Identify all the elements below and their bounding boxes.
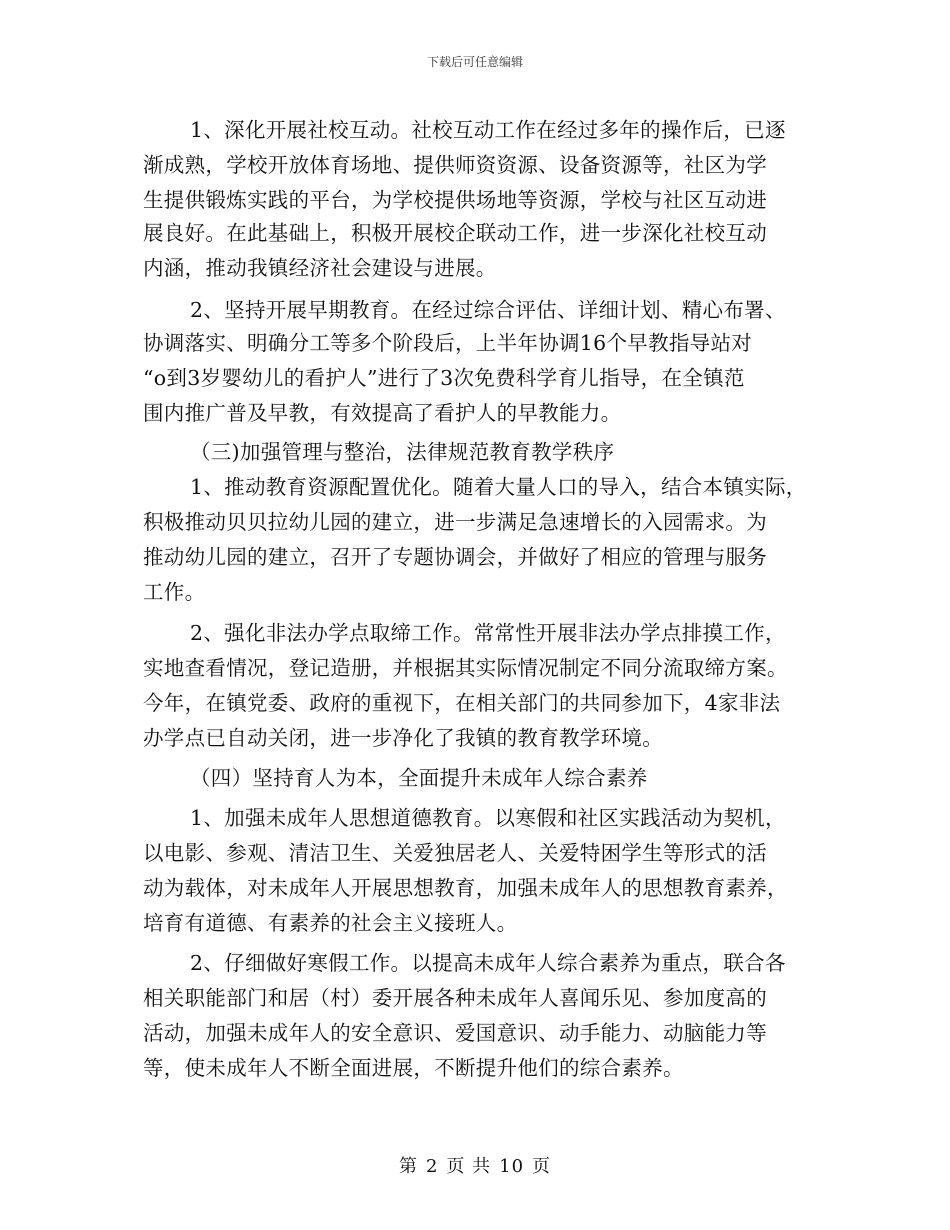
page-footer bbox=[0, 1152, 950, 1178]
text-line: 实地查看情况，登记造册，并根据其实际情况制定不同分流取缔方案。 bbox=[143, 656, 788, 680]
text-line: 围内推广普及早教，有效提高了看护人的早教能力。 bbox=[143, 401, 622, 425]
text-line: 推动幼儿园的建立，召开了专题协调会，并做好了相应的管理与服务 bbox=[143, 545, 767, 569]
text-line: 2、坚持开展早期教育。在经过综合评估、详细计划、精心布署、 bbox=[190, 298, 786, 322]
text-line: 相关职能部门和居（村）委开展各种未成年人喜闻乐见、参加度高的 bbox=[143, 986, 767, 1010]
text-line: 2、仔细做好寒假工作。以提高未成年人综合素养为重点，联合各 bbox=[190, 951, 786, 975]
text-line: （三)加强管理与整治，法律规范教育教学秩序 bbox=[190, 440, 615, 464]
text-line: 1、推动教育资源配置优化。随着大量人口的导入，结合本镇实际， bbox=[190, 475, 807, 499]
text-line: 培育有道德、有素养的社会主义接班人。 bbox=[143, 911, 518, 935]
page-total: 10 bbox=[499, 1156, 525, 1177]
text-line: “o到3岁婴幼儿的看护人”进行了3次免费科学育儿指导，在全镇范 bbox=[143, 366, 745, 390]
text-line: 等，使未成年人不断全面进展，不断提升他们的综合素养。 bbox=[143, 1056, 684, 1080]
text-line: 以电影、参观、清洁卫生、关爱独居老人、关爱特困学生等形式的活 bbox=[143, 841, 767, 865]
text-line: 1、深化开展社校互动。社校互动工作在经过多年的操作后，已逐 bbox=[190, 118, 786, 142]
text-line: 协调落实、明确分工等多个阶段后，上半年协调16个早教指导站对 bbox=[143, 331, 753, 355]
page-number: 2 bbox=[425, 1156, 439, 1177]
text-line: 生提供锻炼实践的平台，为学校提供场地等资源，学校与社区互动进 bbox=[143, 188, 767, 212]
text-line: 渐成熟，学校开放体育场地、提供师资资源、设备资源等，社区为学 bbox=[143, 153, 767, 177]
footer-middle: 页 共 bbox=[446, 1156, 492, 1177]
text-line: 办学点已自动关闭，进一步净化了我镇的教育教学环境。 bbox=[143, 726, 663, 750]
text-line: 工作。 bbox=[143, 580, 206, 604]
text-line: 动为载体，对未成年人开展思想教育，加强未成年人的思想教育素养， bbox=[143, 876, 788, 900]
text-line: 今年，在镇党委、政府的重视下，在相关部门的共同参加下，4家非法 bbox=[143, 691, 781, 715]
text-line: 积极推动贝贝拉幼儿园的建立，进一步满足急速增长的入园需求。为 bbox=[143, 510, 767, 534]
text-line: 活动，加强未成年人的安全意识、爱国意识、动手能力、动脑能力等 bbox=[143, 1021, 767, 1045]
text-line: 1、加强未成年人思想道德教育。以寒假和社区实践活动为契机， bbox=[190, 806, 786, 830]
footer-suffix: 页 bbox=[532, 1156, 552, 1177]
page-header: 下载后可任意编辑 bbox=[426, 55, 523, 69]
footer-prefix: 第 bbox=[398, 1156, 418, 1177]
text-line: 2、强化非法办学点取缔工作。常常性开展非法办学点排摸工作， bbox=[190, 621, 786, 645]
text-line: （四）坚持育人为本，全面提升未成年人综合素养 bbox=[190, 766, 648, 790]
text-line: 展良好。在此基础上，积极开展校企联动工作，进一步深化社校互动 bbox=[143, 221, 767, 245]
text-line: 内涵，推动我镇经济社会建设与进展。 bbox=[143, 256, 497, 280]
